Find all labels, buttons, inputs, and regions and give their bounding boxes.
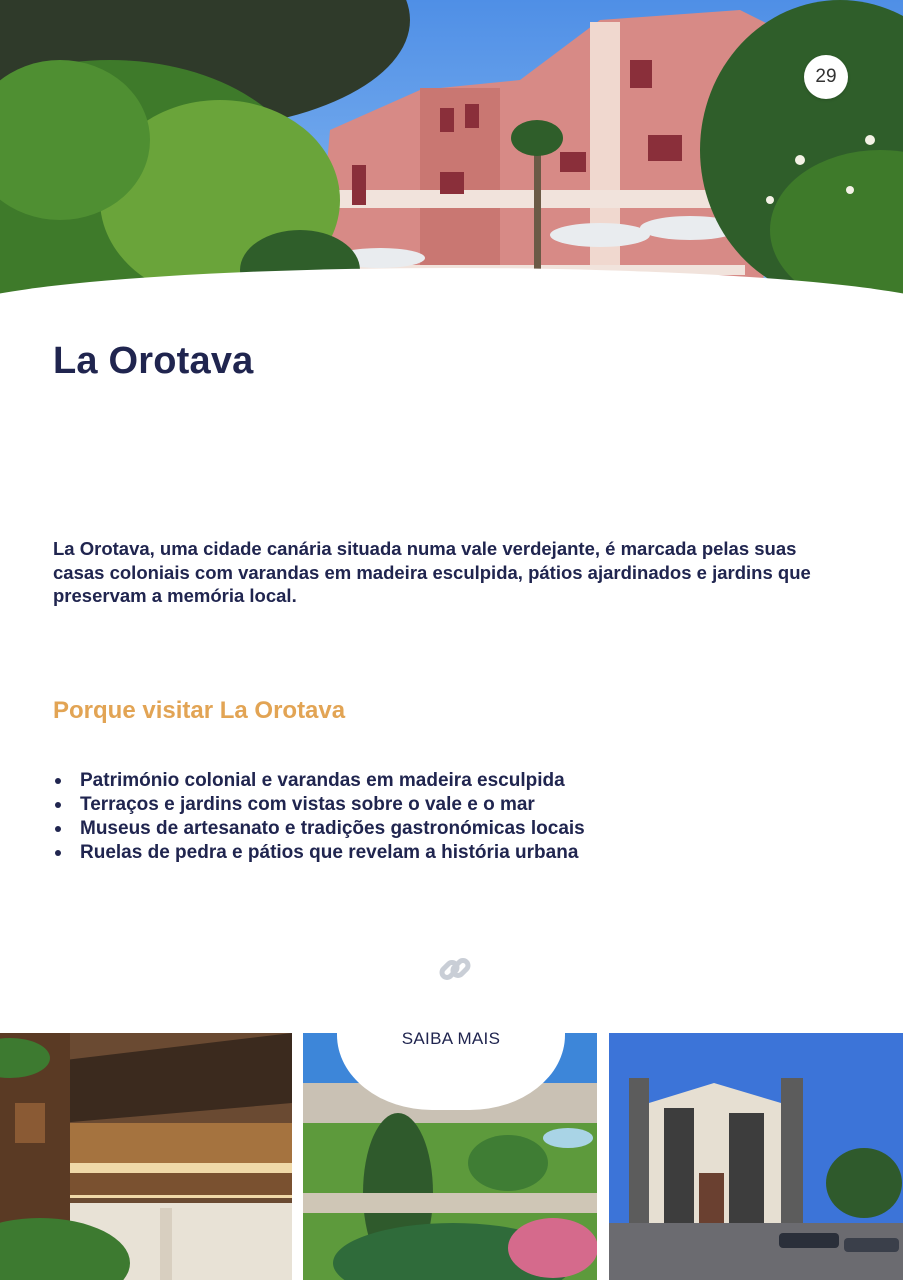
reasons-list [53,769,853,865]
bullet-icon [55,850,61,856]
bullet-icon [55,802,61,808]
bullet-icon [55,826,61,832]
gallery-photo-balcony-house [0,1033,292,1280]
list-item-text: Património colonial e varandas em madeira esculpida [80,770,565,791]
list-item-text: Museus de artesanato e tradições gastronómicas locais [80,818,585,839]
intro-paragraph: La Orotava, uma cidade canária situada numa vale verdejante, é marcada pelas suas casas coloniais com varandas em madeira esculpida, pátios ajardinados e jardins que preservam a memória local. [53,538,811,606]
saiba-mais-link[interactable]: SAIBA MAIS [401,1029,501,1048]
link-icon[interactable] [436,950,474,993]
list-item [53,817,853,841]
gallery-photo-church [609,1033,903,1280]
list-item-text: Ruelas de pedra e pátios que revelam a história urbana [80,842,579,863]
list-item [53,769,853,793]
list-item [53,841,853,865]
section-title: Porque visitar La Orotava [53,697,346,724]
hero-photo [0,0,903,305]
bullet-icon [55,778,61,784]
list-item-text: Terraços e jardins com vistas sobre o vale e o mar [80,794,535,815]
page-title: La Orotava [53,340,254,382]
list-item [53,793,853,817]
page-number-badge: 29 [804,55,848,99]
